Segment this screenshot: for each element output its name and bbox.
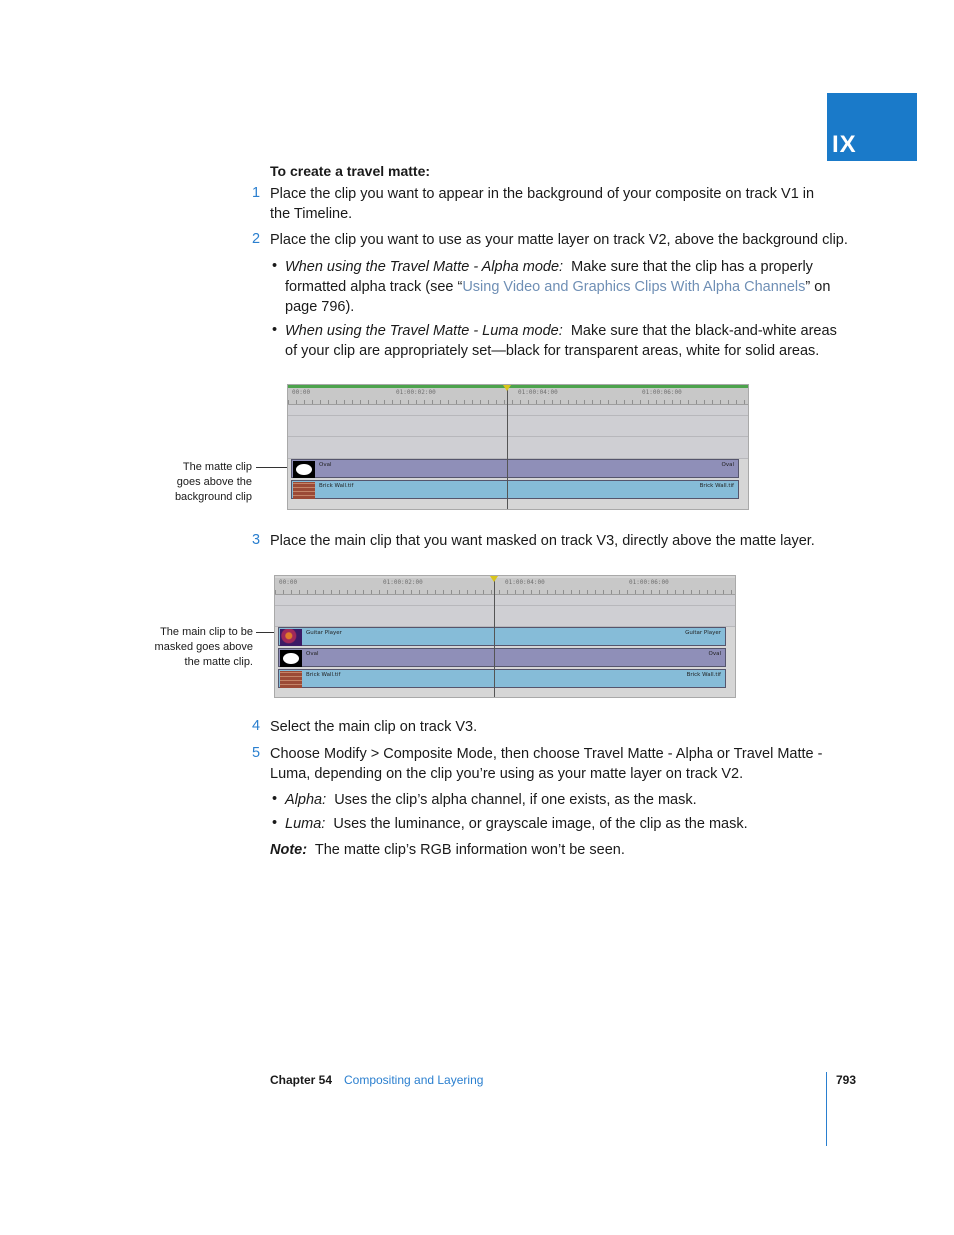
bullet-item: [285, 257, 831, 317]
bullet-item: Luma: Uses the luminance, or grayscale image, of the clip as the mask.: [285, 816, 748, 832]
step-number: 1: [252, 185, 261, 201]
figure-caption: The main clip to be masked goes above the matte clip.: [154, 626, 253, 668]
chapter-tab-label: IX: [832, 131, 857, 158]
playhead-marker-icon: [490, 576, 498, 582]
step-text: Place the clip you want to use as your matte layer on track V2, above the background clip.: [270, 232, 848, 248]
step-text: Place the clip you want to appear in the background of your composite on track V1 in the Timeline.: [270, 186, 815, 222]
clip-name: Brick Wall.tif: [686, 672, 721, 678]
clip-name: Guitar Player: [685, 630, 721, 636]
bullet-text: of your clip are appropriately set—black for transparent areas, white for solid areas.: [285, 343, 820, 359]
ruler-tick-label: 01:00:06:00: [629, 579, 669, 586]
ruler-tick-label: 01:00:02:00: [396, 389, 436, 396]
timeline-ruler: [275, 578, 735, 595]
bullet-mark: •: [272, 815, 278, 831]
guitar-player-thumbnail: [280, 629, 302, 646]
clip-name: Oval: [306, 651, 319, 657]
clip-name: Oval: [319, 462, 332, 468]
note-text: The matte clip’s RGB information won’t be seen.: [314, 842, 625, 858]
timeline-clip-oval[interactable]: [278, 648, 726, 667]
clip-name: Brick Wall.tif: [306, 672, 341, 678]
timeline-clip-oval[interactable]: [291, 459, 739, 478]
bullet-text: Make sure that the clip has a properly: [571, 259, 813, 275]
bullet-mark: •: [272, 322, 278, 338]
bullet-text: Make sure that the black-and-white areas: [570, 323, 837, 339]
footer-chapter-title[interactable]: Compositing and Layering: [344, 1073, 484, 1087]
ruler-tick-label: 00:00: [292, 389, 311, 396]
ruler-tick-label: 00:00: [279, 579, 298, 586]
footer-chapter: Chapter 54: [270, 1073, 333, 1087]
playhead-marker-icon: [503, 385, 511, 391]
brick-wall-thumbnail: [280, 671, 302, 688]
section-heading: To create a travel matte:: [270, 163, 431, 179]
bullet-text: formatted alpha track (see “: [285, 279, 463, 295]
brick-wall-thumbnail: [293, 482, 315, 499]
chapter-tab: [827, 93, 917, 161]
figure-caption: The matte clip goes above the background clip: [174, 461, 252, 503]
ruler-tick-label: 01:00:02:00: [383, 579, 423, 586]
bullet-mark: •: [272, 791, 278, 807]
bullet-lead: When using the Travel Matte - Alpha mode:: [285, 259, 564, 275]
step-number: 3: [252, 532, 261, 548]
step-text: Choose Modify > Composite Mode, then choose Travel Matte - Alpha or Travel Matte - Luma, depending on the clip you’re using as your matte layer on track V2.: [270, 746, 823, 782]
bullet-lead: When using the Travel Matte - Luma mode:: [285, 323, 563, 339]
step-number: 2: [252, 231, 261, 247]
timeline-clip-guitar-player[interactable]: [278, 627, 726, 646]
timeline-ruler: [288, 388, 748, 405]
bullet-text: ” on: [805, 279, 831, 295]
ruler-tick-label: 01:00:06:00: [642, 389, 682, 396]
step-text: Select the main clip on track V3.: [270, 719, 478, 735]
ruler-tick-label: 01:00:04:00: [518, 389, 558, 396]
timeline-figure-2: [274, 575, 736, 698]
note-lead: Note:: [270, 842, 308, 858]
oval-thumbnail: [293, 461, 315, 478]
timeline-clip-brick-wall[interactable]: [278, 669, 726, 688]
footer-divider: [826, 1072, 827, 1146]
clip-name: Brick Wall.tif: [319, 483, 354, 489]
clip-name: Oval: [721, 462, 734, 468]
bullet-mark: •: [272, 258, 278, 274]
timeline-figure-1: [287, 384, 749, 510]
clip-name: Brick Wall.tif: [699, 483, 734, 489]
step-number: 5: [252, 745, 261, 761]
clip-name: Guitar Player: [306, 630, 342, 636]
note: [270, 840, 625, 860]
playhead[interactable]: [507, 385, 508, 509]
bullet-text: page 796).: [285, 299, 355, 315]
step-text: Place the main clip that you want masked on track V3, directly above the matte layer.: [270, 533, 815, 549]
step-number: 4: [252, 718, 261, 734]
page-number: 793: [836, 1073, 857, 1087]
cross-reference-link[interactable]: Using Video and Graphics Clips With Alpha Channels: [462, 279, 806, 295]
playhead[interactable]: [494, 576, 495, 697]
oval-thumbnail: [280, 650, 302, 667]
bullet-item: Alpha: Uses the clip’s alpha channel, if one exists, as the mask.: [285, 792, 697, 808]
bullet-item: [285, 321, 837, 361]
ruler-tick-label: 01:00:04:00: [505, 579, 545, 586]
clip-name: Oval: [708, 651, 721, 657]
timeline-clip-brick-wall[interactable]: [291, 480, 739, 499]
